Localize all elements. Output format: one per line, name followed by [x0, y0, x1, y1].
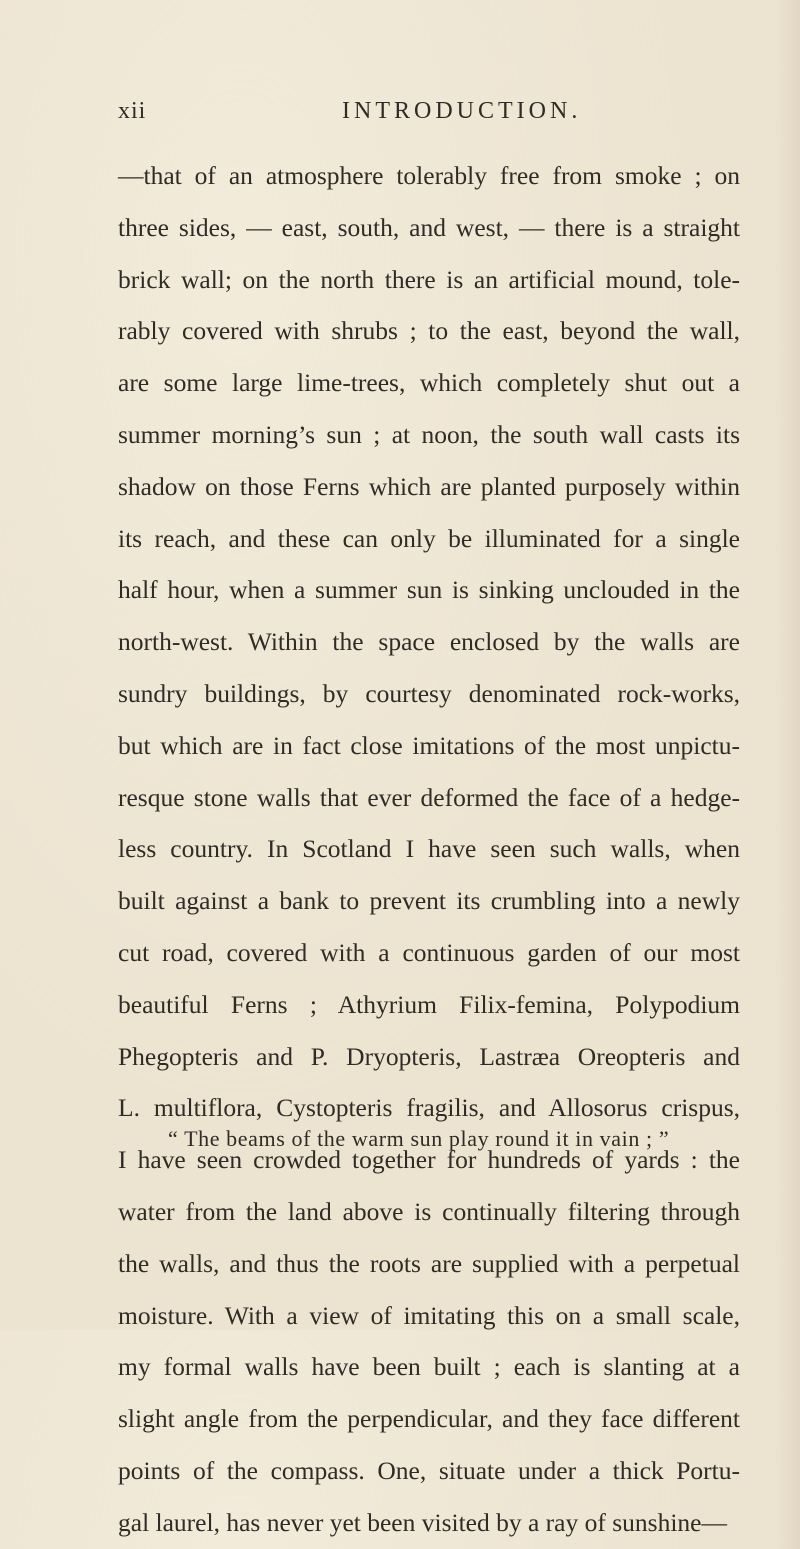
text-line: water from the land above is continually filtering through	[118, 1196, 740, 1226]
text-line: built against a bank to prevent its crumbling into a newly	[118, 886, 740, 916]
text-line: gal laurel, has never yet been visited by a ray of sunshine—	[118, 1507, 727, 1537]
text-line: cut road, covered with a continuous garden of our most	[118, 937, 740, 967]
text-line: the walls, and thus the roots are supplied with a perpetual	[118, 1248, 740, 1278]
text-line: I have seen crowded together for hundreds of yards : the	[118, 1145, 740, 1175]
text-line: beautiful Ferns ; Athyrium Filix-femina, Polypodium	[118, 989, 740, 1019]
page-number: xii	[118, 98, 147, 124]
text-line: —that of an atmosphere tolerably free from smoke ; on	[118, 161, 740, 190]
text-line: are some large lime-trees, which completely shut out a	[118, 368, 740, 398]
text-line: less country. In Scotland I have seen such walls, when	[118, 834, 740, 864]
text-line: moisture. With a view of imitating this on a small scale,	[118, 1300, 740, 1330]
text-line: summer morning’s sun ; at noon, the south wall casts its	[118, 419, 740, 449]
poetry-quote: “ The beams of the warm sun play round it in vain ; ”	[168, 1126, 670, 1151]
text-line: L. multiflora, Cystopteris fragilis, and Allosorus crispus,	[118, 1093, 740, 1123]
text-line: Phegopteris and P. Dryopteris, Lastræa Oreopteris and	[118, 1041, 740, 1071]
running-head: INTRODUCTION.	[342, 98, 582, 124]
text-line: its reach, and these can only be illuminated for a single	[118, 523, 740, 553]
page-header	[118, 98, 758, 138]
text-line: north-west. Within the space enclosed by the walls are	[118, 627, 740, 657]
text-line: brick wall; on the north there is an artificial mound, tole-	[118, 264, 740, 294]
text-line: rably covered with shrubs ; to the east, beyond the wall,	[118, 316, 740, 346]
text-line: resque stone walls that ever deformed the face of a hedge-	[118, 782, 740, 812]
body-paragraph	[118, 150, 740, 1549]
text-line: shadow on those Ferns which are planted purposely within	[118, 471, 740, 501]
text-line: sundry buildings, by courtesy denominated rock-works,	[118, 678, 740, 708]
text-line: three sides, — east, south, and west, — there is a straight	[118, 212, 740, 242]
text-line: points of the compass. One, situate under a thick Portu-	[118, 1455, 740, 1485]
text-line: slight angle from the perpendicular, and they face different	[118, 1404, 740, 1434]
text-line: my formal walls have been built ; each is slanting at a	[118, 1352, 740, 1382]
text-line: half hour, when a summer sun is sinking unclouded in the	[118, 575, 740, 605]
text-line: but which are in fact close imitations of the most unpictu-	[118, 730, 740, 760]
